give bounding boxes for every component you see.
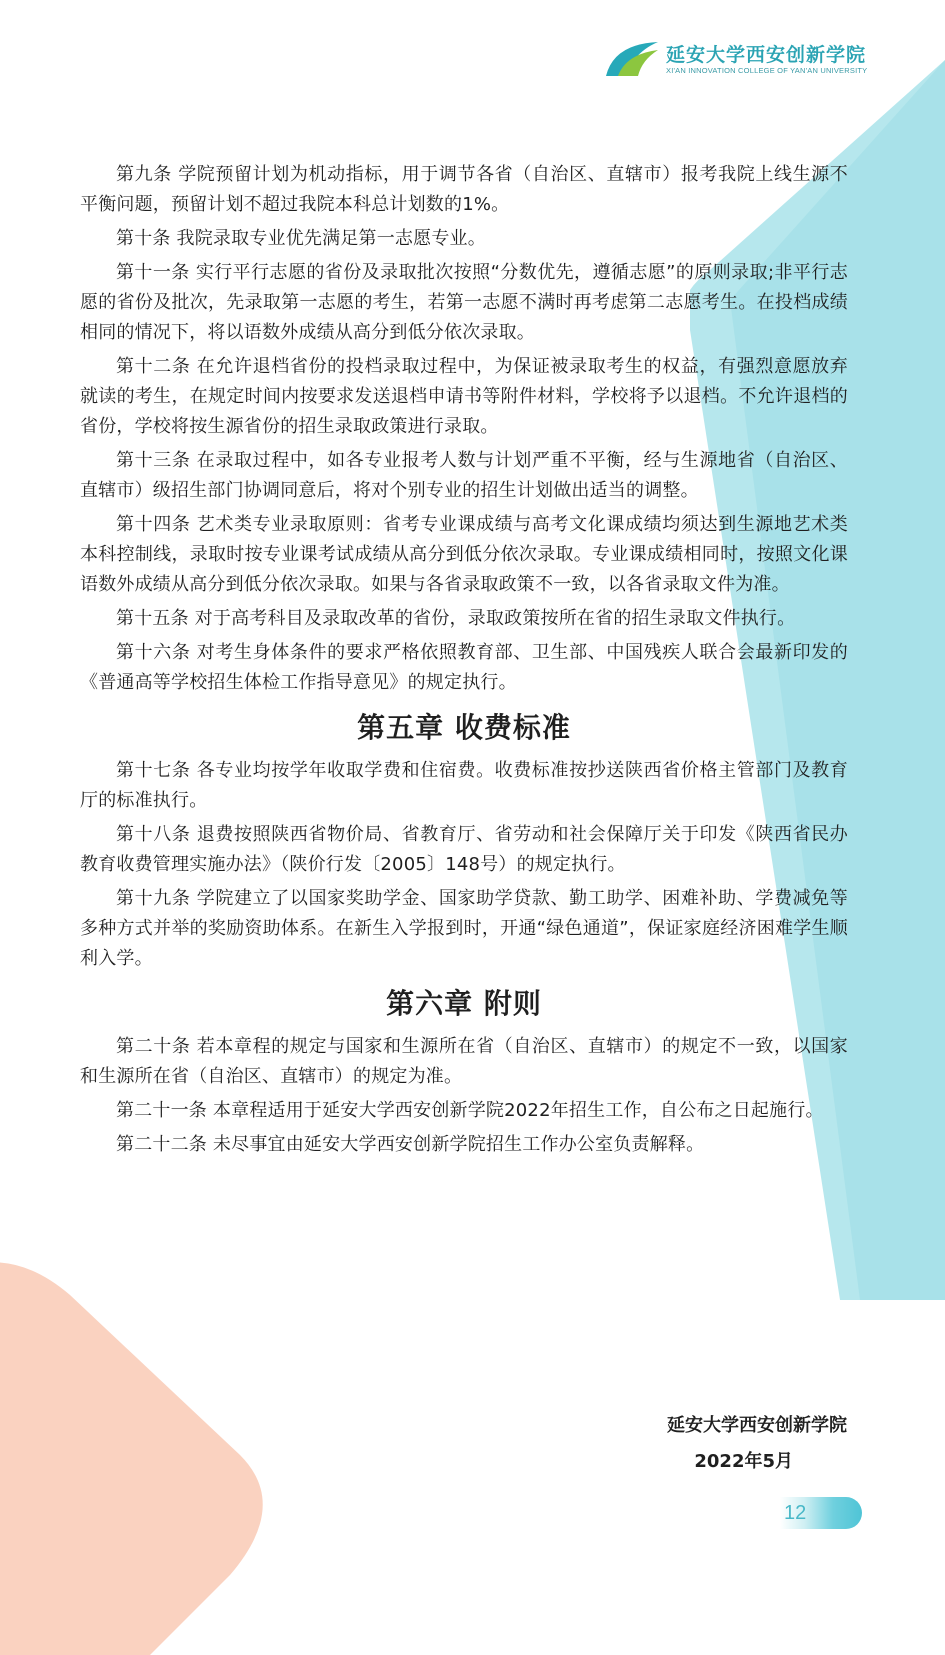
- signature-block: [667, 1408, 847, 1480]
- logo-chinese-name: 延安大学西安创新学院: [666, 44, 867, 66]
- article-15: 第十五条 对于高考科目及录取改革的省份，录取政策按所在省的招生录取文件执行。: [116, 608, 796, 629]
- article-11: 第十一条 实行平行志愿的省份及录取批次按照“分数优先，遵循志愿”的原则录取;非平行志愿的省份及批次，先录取第一志愿的考生，若第一志愿不满时再考虑第二志愿考生。在投档成绩相同的情况下，将以语数外成绩从高分到低分依次录取。: [80, 262, 848, 343]
- article-16: 第十六条 对考生身体条件的要求严格依照教育部、卫生部、中国残疾人联合会最新印发的《普通高等学校招生体检工作指导意见》的规定执行。: [80, 642, 848, 693]
- chapter-6-title: 第六章 附则: [386, 987, 542, 1020]
- article-21: 第二十一条 本章程适用于延安大学西安创新学院2022年招生工作，自公布之日起施行。: [116, 1100, 824, 1121]
- article-13: 第十三条 在录取过程中，如各专业报考人数与计划严重不平衡，经与生源地省（自治区、直辖市）级招生部门协调同意后，将对个别专业的招生计划做出适当的调整。: [80, 450, 848, 501]
- article-10: 第十条 我院录取专业优先满足第一志愿专业。: [116, 228, 486, 249]
- signature-organization: 延安大学西安创新学院: [667, 1415, 847, 1436]
- article-18: 第十八条 退费按照陕西省物价局、省教育厅、省劳动和社会保障厅关于印发《陕西省民办教育收费管理实施办法》（陕价行发〔2005〕148号）的规定执行。: [80, 824, 848, 875]
- article-20: 第二十条 若本章程的规定与国家和生源所在省（自治区、直辖市）的规定不一致，以国家和生源所在省（自治区、直辖市）的规定为准。: [80, 1036, 848, 1087]
- article-14: 第十四条 艺术类专业录取原则：省考专业课成绩与高考文化课成绩均须达到生源地艺术类本科控制线，录取时按专业课考试成绩从高分到低分依次录取。专业课成绩相同时，按照文化课语数外成绩从高分到低分依次录取。如果与各省录取政策不一致，以各省录取文件为准。: [80, 514, 848, 595]
- college-emblem-icon: [604, 40, 660, 78]
- article-22: 第二十二条 未尽事宜由延安大学西安创新学院招生工作办公室负责解释。: [116, 1134, 705, 1155]
- peach-background-shape: [0, 1255, 270, 1655]
- page-number: 12: [784, 1502, 807, 1524]
- chapter-5-title: 第五章 收费标准: [357, 711, 571, 744]
- document-body: [80, 160, 848, 1164]
- article-9: 第九条 学院预留计划为机动指标，用于调节各省（自治区、直辖市）报考我院上线生源不平衡问题，预留计划不超过我院本科总计划数的1%。: [80, 164, 848, 215]
- logo-english-name: XI'AN INNOVATION COLLEGE OF YAN'AN UNIVERSITY: [666, 66, 868, 75]
- article-19: 第十九条 学院建立了以国家奖助学金、国家助学贷款、勤工助学、困难补助、学费减免等多种方式并举的奖励资助体系。在新生入学报到时，开通“绿色通道”，保证家庭经济困难学生顺利入学。: [80, 888, 848, 969]
- college-logo: [604, 38, 894, 84]
- article-12: 第十二条 在允许退档省份的投档录取过程中，为保证被录取考生的权益，有强烈意愿放弃就读的考生，在规定时间内按要求发送退档申请书等附件材料，学校将予以退档。不允许退档的省份，学校将按生源省份的招生录取政策进行录取。: [80, 356, 848, 437]
- signature-date: 2022年5月: [694, 1451, 793, 1472]
- article-17: 第十七条 各专业均按学年收取学费和住宿费。收费标准按抄送陕西省价格主管部门及教育厅的标准执行。: [80, 760, 848, 811]
